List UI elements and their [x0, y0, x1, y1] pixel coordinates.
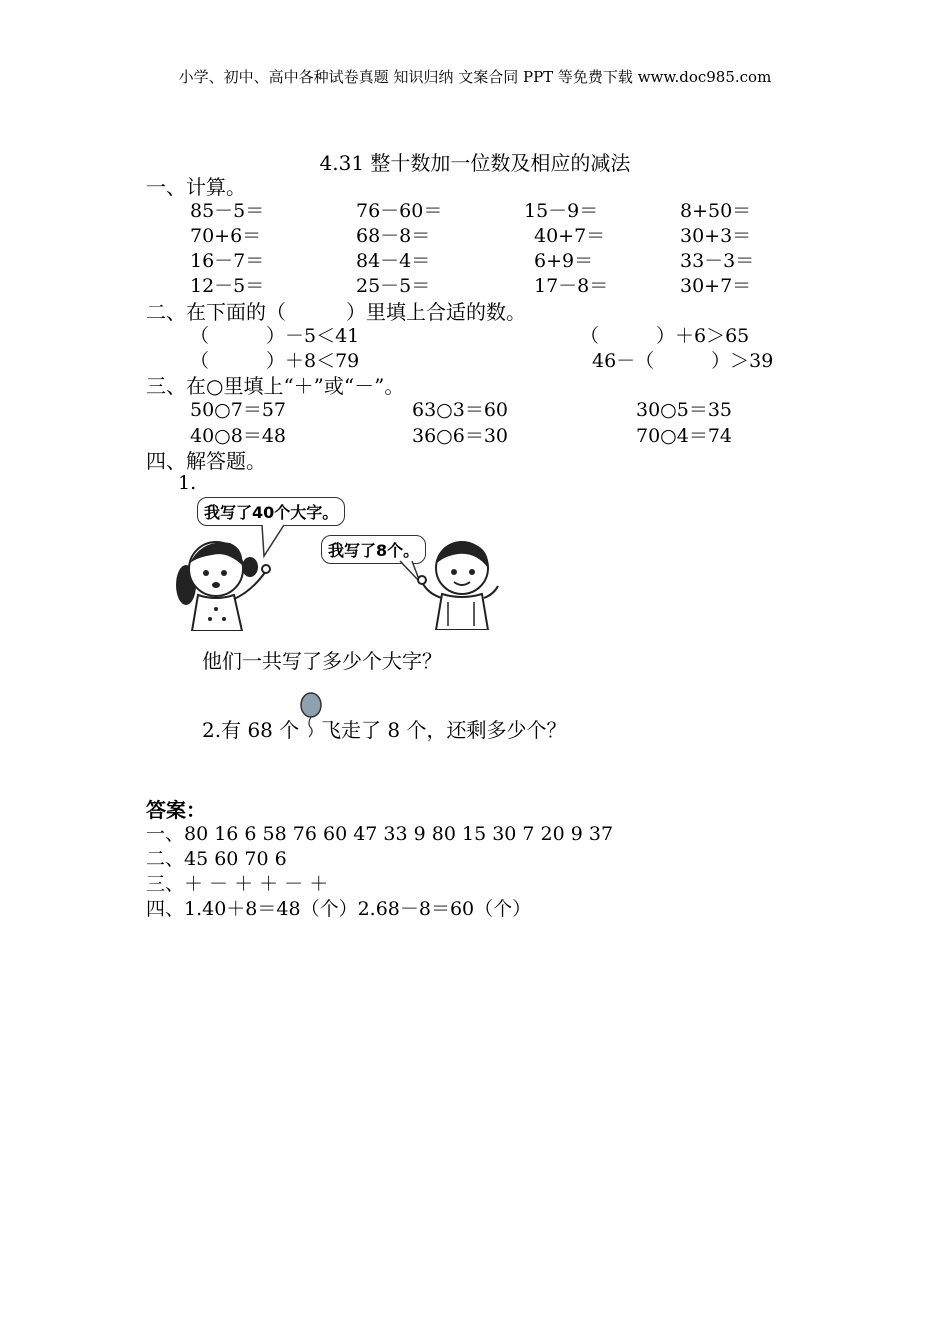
fill-r2-c2: 46－（ ）＞39 — [592, 350, 774, 372]
girl-speech-bubble: 我写了40个大字。 — [197, 497, 345, 526]
calc-r2-c3: 40+7＝ — [534, 225, 606, 247]
calc-r3-c3: 6+9＝ — [534, 250, 594, 272]
girl-illustration — [172, 535, 282, 631]
question2-suffix: 飞走了 8 个，还剩多少个？ — [321, 718, 567, 742]
calc-r2-c4: 30+3＝ — [680, 225, 752, 247]
boy-illustration — [414, 538, 504, 630]
calc-r4-c1: 12－5＝ — [190, 275, 265, 297]
answers-heading: 答案： — [146, 798, 206, 822]
calc-r4-c2: 25－5＝ — [356, 275, 431, 297]
calc-r3-c2: 84－4＝ — [356, 250, 431, 272]
question1-text: 他们一共写了多少个大字？ — [202, 649, 442, 673]
fill-r1-c1: （ ）－5＜41 — [190, 325, 360, 347]
answers-line2: 二、45 60 70 6 — [146, 848, 287, 870]
section4-heading: 四、解答题。 — [146, 449, 266, 473]
sign-r1-c2: 63○3＝60 — [412, 399, 509, 421]
boy-speech-bubble: 我写了8个。 — [321, 535, 426, 564]
calc-r4-c3: 17－8＝ — [534, 275, 609, 297]
page-header: 小学、初中、高中各种试卷真题 知识归纳 文案合同 PPT 等免费下载 www.doc985.com — [178, 68, 772, 86]
fill-r1-c2: （ ）＋6＞65 — [580, 325, 750, 347]
sign-r1-c1: 50○7＝57 — [190, 399, 287, 421]
calc-r2-c1: 70+6＝ — [190, 225, 262, 247]
calc-r1-c2: 76－60＝ — [356, 200, 443, 222]
sign-r2-c1: 40○8＝48 — [190, 425, 287, 447]
sign-r2-c2: 36○6＝30 — [412, 425, 509, 447]
calc-r2-c2: 68－8＝ — [356, 225, 431, 247]
calc-r3-c4: 33－3＝ — [680, 250, 755, 272]
section3-heading: 三、在○里填上“＋”或“－”。 — [146, 374, 405, 398]
sign-r2-c3: 70○4＝74 — [636, 425, 733, 447]
fill-r2-c1: （ ）＋8＜79 — [190, 350, 360, 372]
calc-r1-c3: 15－9＝ — [524, 200, 599, 222]
calc-r4-c4: 30+7＝ — [680, 275, 752, 297]
answers-line4: 四、1.40＋8＝48（个）2.68－8＝60（个） — [146, 898, 532, 920]
question1-number: 1. — [178, 472, 197, 494]
section1-heading: 一、计算。 — [146, 175, 246, 199]
calc-r3-c1: 16－7＝ — [190, 250, 265, 272]
worksheet-title: 4.31 整十数加一位数及相应的减法 — [319, 151, 631, 175]
question2-prefix: 2.有 68 个 — [202, 718, 300, 742]
answers-line3: 三、＋ － ＋ ＋ － ＋ — [146, 873, 329, 895]
sign-r1-c3: 30○5＝35 — [636, 399, 733, 421]
section2-heading: 二、在下面的（ ）里填上合适的数。 — [146, 300, 526, 324]
calc-r1-c1: 85－5＝ — [190, 200, 265, 222]
calc-r1-c4: 8+50＝ — [680, 200, 752, 222]
answers-line1: 一、80 16 6 58 76 60 47 33 9 80 15 30 7 20 9 37 — [146, 823, 614, 845]
